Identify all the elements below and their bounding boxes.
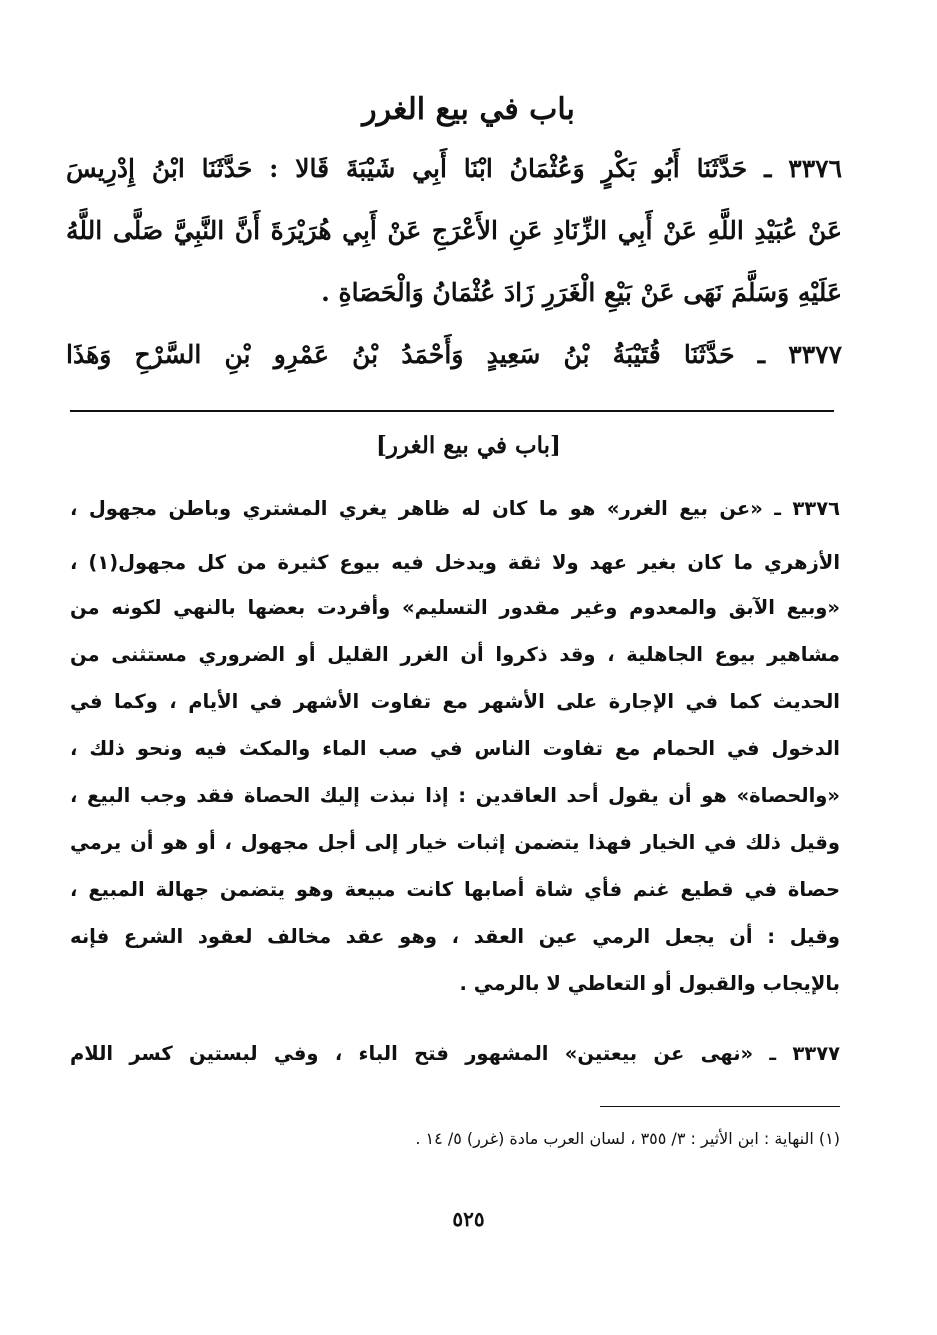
- hadith-line: عَنْ عُبَيْدِ اللَّهِ عَنْ أَبِي الزِّنَادِ عَنِ الأَعْرَجِ عَنْ أَبِي هُرَيْرَةَ أَنَّ النَّبِيَّ صَلَّى اللَّهُ: [66, 216, 842, 245]
- commentary-line: الحديث كما في الإجارة على الأشهر مع تفاوت الأشهر في الأيام ، وكما في: [70, 690, 840, 713]
- commentary-line: «وبيع الآبق والمعدوم وغير مقدور التسليم» وأفردت بعضها بالنهي لكونه من: [70, 596, 840, 619]
- chapter-title: باب في بيع الغرر: [362, 92, 575, 127]
- hadith-line: عَلَيْهِ وَسَلَّمَ نَهَى عَنْ بَيْعِ الْغَرَرِ زَادَ عُثْمَانُ وَالْحَصَاةِ .: [321, 278, 842, 307]
- commentary-line: الدخول في الحمام مع تفاوت الناس في صب الماء والمكث فيه ونحو ذلك ،: [70, 737, 840, 760]
- commentary-line: ٣٣٧٦ ـ «عن بيع الغرر» هو ما كان له ظاهر يغري المشتري وباطن مجهول ،: [70, 497, 840, 520]
- footnote: (١) النهاية : ابن الأثير : ٣/ ٣٥٥ ، لسان العرب مادة (غرر) ٥/ ١٤ .: [415, 1129, 840, 1148]
- commentary-line: الأزهري ما كان بغير عهد ولا ثقة ويدخل فيه بيوع كثيرة من كل مجهول(١) ،: [70, 551, 840, 574]
- hadith-line: ٣٣٧٧ ـ حَدَّثَنَا قُتَيْبَةُ بْنُ سَعِيدٍ وَأَحْمَدُ بْنُ عَمْرِو بْنِ السَّرْحِ وَهَذَا: [66, 340, 842, 369]
- commentary-line: «والحصاة» هو أن يقول أحد العاقدين : إذا نبذت إليك الحصاة فقد وجب البيع ،: [70, 784, 840, 807]
- commentary-line: مشاهير بيوع الجاهلية ، وقد ذكروا أن الغرر القليل أو الضروري مستثنى من: [70, 643, 840, 666]
- commentary-line: حصاة في قطيع غنم فأي شاة أصابها كانت مبيعة وهو يتضمن جهالة المبيع ،: [70, 878, 840, 901]
- commentary-line: بالإيجاب والقبول أو التعاطي لا بالرمي .: [459, 972, 840, 995]
- commentary-title: [باب في بيع الغرر]: [376, 432, 561, 459]
- section-divider: [70, 410, 834, 412]
- footnote-divider: [600, 1106, 840, 1107]
- commentary-line: وقيل : أن يجعل الرمي عين العقد ، وهو عقد مخالف لعقود الشرع فإنه: [70, 925, 840, 948]
- commentary-line: ٣٣٧٧ ـ «نهى عن بيعتين» المشهور فتح الباء ، وفي لبستين كسر اللام: [70, 1042, 840, 1065]
- hadith-line: ٣٣٧٦ ـ حَدَّثَنَا أَبُو بَكْرٍ وَعُثْمَانُ ابْنَا أَبِي شَيْبَةَ قَالا : حَدَّثَنَا ابْنُ إِدْرِيسَ: [66, 154, 842, 183]
- commentary-line: وقيل ذلك في الخيار فهذا يتضمن إثبات خيار إلى أجل مجهول ، أو هو أن يرمي: [70, 831, 840, 854]
- page-number: ٥٢٥: [452, 1207, 485, 1231]
